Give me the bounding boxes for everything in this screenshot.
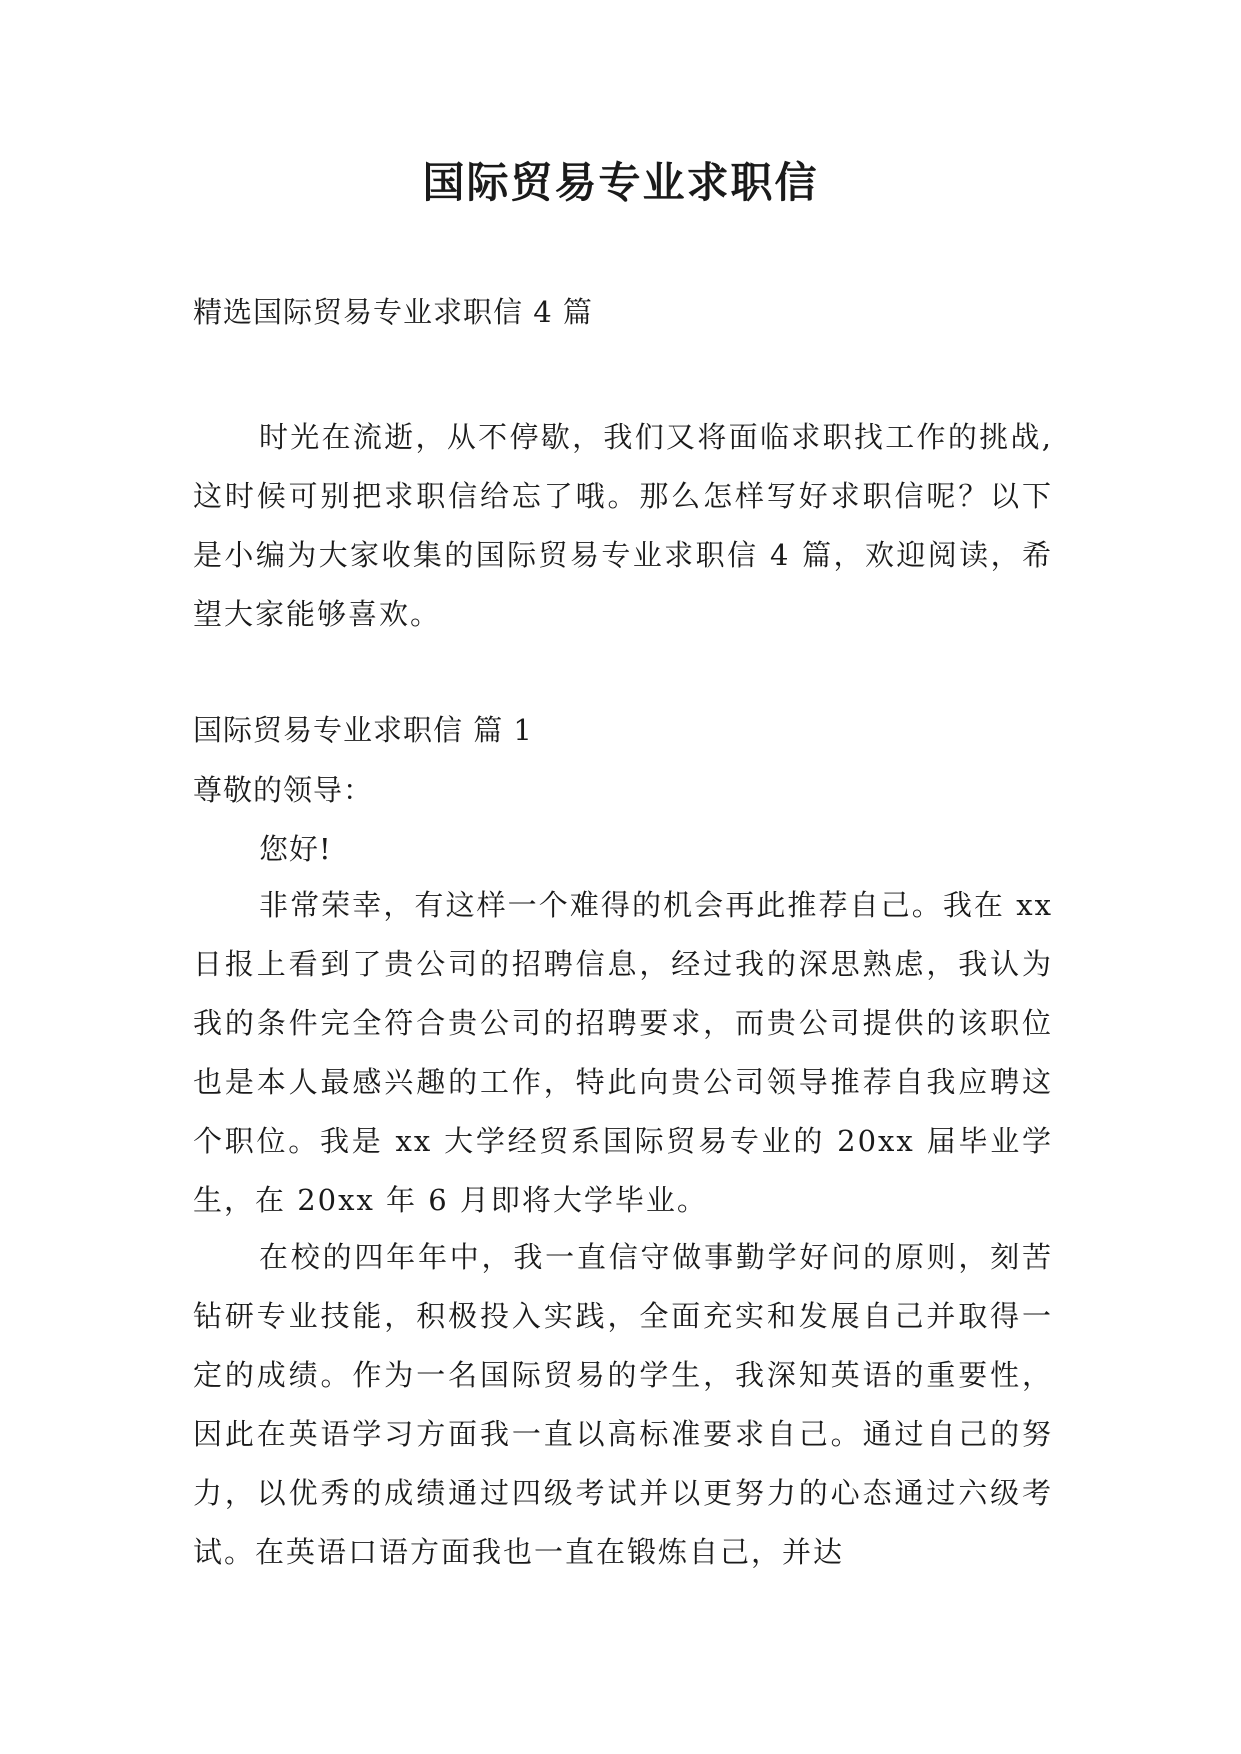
body-paragraph: 非常荣幸，有这样一个难得的机会再此推荐自己。我在 xx 日报上看到了贵公司的招聘信息，经过我的深思熟虑，我认为我的条件完全符合贵公司的招聘要求，而贵公司提供的该职位也是本人最感兴趣的工作，特此向贵公司领导推荐自我应聘这个职位。我是 xx 大学经贸系国际贸易专业的 20xx 届毕业学生，在 20xx 年 6 月即将大学毕业。	[193, 888, 1053, 1217]
document-subtitle: 精选国际贸易专业求职信 4 篇	[193, 295, 593, 329]
intro-paragraph: 时光在流逝，从不停歇，我们又将面临求职找工作的挑战,这时候可别把求职信给忘了哦。那么怎样写好求职信呢？以下是小编为大家收集的国际贸易专业求职信 4 篇，欢迎阅读，希望大家能够喜欢。	[193, 420, 1053, 631]
body-paragraph: 在校的四年年中，我一直信守做事勤学好问的原则，刻苦钻研专业技能，积极投入实践，全面充实和发展自己并取得一定的成绩。作为一名国际贸易的学生，我深知英语的重要性，因此在英语学习方面我一直以高标准要求自己。通过自己的努力，以优秀的成绩通过四级考试并以更努力的心态通过六级考试。在英语口语方面我也一直在锻炼自己，并达	[193, 1240, 1053, 1569]
greeting: 您好!	[259, 832, 332, 866]
salutation: 尊敬的领导：	[193, 773, 374, 807]
section-heading: 国际贸易专业求职信 篇 1	[193, 713, 533, 747]
page-title: 国际贸易专业求职信	[422, 158, 819, 207]
